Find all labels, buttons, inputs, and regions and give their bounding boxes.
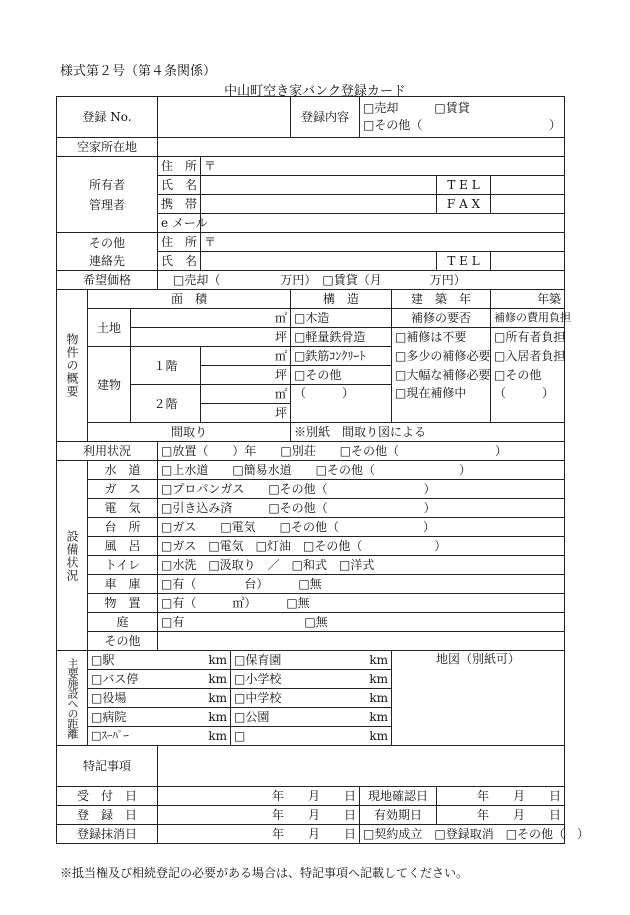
- facility-label: 水 道: [88, 461, 158, 480]
- distance-right-unit: km: [360, 689, 392, 708]
- cost-1[interactable]: □所有者負担: [491, 328, 565, 347]
- owner-address-field[interactable]: [201, 157, 565, 176]
- owner-fax-field[interactable]: [491, 195, 565, 214]
- distance-left-unit: km: [158, 708, 231, 727]
- floor1-m2[interactable]: ㎡: [201, 347, 291, 366]
- facility-label: 台 所: [88, 518, 158, 537]
- usage-vacant[interactable]: □放置（ ）年: [161, 444, 257, 458]
- distance-left-unit: km: [158, 651, 231, 670]
- repair-1[interactable]: □補修は不要: [392, 328, 491, 347]
- map-area[interactable]: [392, 651, 565, 746]
- contact-name-label: 氏 名: [158, 252, 201, 271]
- facility-label: 車 庫: [88, 575, 158, 594]
- distance-right-item[interactable]: □: [231, 727, 360, 746]
- facilities-section-label: 設備状況: [57, 461, 88, 651]
- owner-tel-field[interactable]: [491, 176, 565, 195]
- option-rent[interactable]: □賃貸: [434, 101, 470, 115]
- facility-label: 庭: [88, 613, 158, 632]
- distance-right-item[interactable]: □保育園: [231, 651, 360, 670]
- cancelled-date-label: 登録抹消日: [57, 825, 158, 844]
- structure-5[interactable]: （ ）: [291, 385, 392, 423]
- facility-value[interactable]: □ガス □電気 □その他（ ）: [158, 518, 565, 537]
- owner-fax-label: F A X: [437, 195, 491, 214]
- structure-2[interactable]: □軽量鉄骨造: [291, 328, 392, 347]
- remarks-label: 特記事項: [57, 746, 158, 787]
- facility-label: その他: [88, 632, 158, 651]
- remarks-field[interactable]: [158, 746, 565, 787]
- facility-value[interactable]: [158, 632, 565, 651]
- area-header: 面 積: [88, 290, 291, 309]
- option-other[interactable]: □その他（: [363, 118, 423, 132]
- facility-value[interactable]: □プロパンガス □その他（ ）: [158, 480, 565, 499]
- land-label: 土地: [88, 309, 131, 347]
- received-date-field[interactable]: 年 月 日: [158, 787, 360, 806]
- registration-no-field[interactable]: [158, 97, 291, 138]
- cost-4[interactable]: （ ）: [491, 385, 565, 423]
- owner-email-label: e メール: [158, 214, 201, 233]
- distance-left-item[interactable]: □ｽｰﾊﾟｰ: [88, 727, 158, 746]
- property-section-label: 物件の概要: [57, 290, 88, 442]
- registered-date-label: 登 録 日: [57, 806, 158, 825]
- owner-address-label: 住 所: [158, 157, 201, 176]
- floor1-label: １階: [131, 347, 201, 385]
- cancelled-date-field[interactable]: 年 月 日: [158, 825, 360, 844]
- facility-label: ガ ス: [88, 480, 158, 499]
- distance-left-item[interactable]: □役場: [88, 689, 158, 708]
- form-title: 中山町空き家バンク登録カード: [224, 84, 406, 99]
- floorplan-label: 間取り: [88, 423, 291, 442]
- registration-content-options[interactable]: [360, 97, 565, 138]
- facility-value[interactable]: □水洗 □汲取り ／ □和式 □洋式: [158, 556, 565, 575]
- form-number: 様式第２号（第４条関係）: [60, 64, 217, 79]
- price-sale[interactable]: □売却（ 万円）: [173, 273, 311, 287]
- other-contact-label: その他 連絡先: [57, 233, 158, 271]
- contact-address-field[interactable]: [201, 233, 565, 252]
- usage-label: 利用状況: [57, 442, 158, 461]
- facility-label: 電 気: [88, 499, 158, 518]
- distance-right-unit: km: [360, 708, 392, 727]
- price-options[interactable]: [158, 271, 565, 290]
- footer-note: ※抵当権及び相続登記の必要がある場合は、特記事項へ記載してください。: [60, 866, 469, 880]
- price-label: 希望価格: [57, 271, 158, 290]
- floor2-tsubo[interactable]: 坪: [201, 404, 291, 423]
- owner-name-field[interactable]: [201, 176, 437, 195]
- owner-label: 所有者 管理者: [57, 157, 158, 233]
- distance-right-unit: km: [360, 651, 392, 670]
- contact-address-label: 住 所: [158, 233, 201, 252]
- facility-value[interactable]: □有 □無: [158, 613, 565, 632]
- repair-3[interactable]: □大幅な補修必要: [392, 366, 491, 385]
- facility-label: 風 呂: [88, 537, 158, 556]
- built-year-suffix: 年築: [491, 290, 565, 309]
- distance-left-unit: km: [158, 727, 231, 746]
- facility-value[interactable]: □ガス □電気 □灯油 □その他（ ）: [158, 537, 565, 556]
- distance-left-item[interactable]: □駅: [88, 651, 158, 670]
- built-year-header: 建 築 年: [392, 290, 491, 309]
- floor2-label: ２階: [131, 385, 201, 423]
- cost-header: 補修の費用負担: [491, 309, 565, 328]
- repair-header: 補修の要否: [392, 309, 491, 328]
- cancel-reasons[interactable]: □契約成立 □登録取消 □その他（ ）: [360, 825, 565, 844]
- usage-other[interactable]: □その他（ ）: [339, 444, 508, 458]
- expiry-field[interactable]: 年 月 日: [437, 806, 565, 825]
- distance-right-item[interactable]: □公園: [231, 708, 360, 727]
- repair-4[interactable]: □現在補修中: [392, 385, 491, 423]
- facility-value[interactable]: □上水道 □簡易水道 □その他（ ）: [158, 461, 565, 480]
- registered-date-field[interactable]: 年 月 日: [158, 806, 360, 825]
- contact-name-field[interactable]: [201, 252, 437, 271]
- floor1-tsubo[interactable]: 坪: [201, 366, 291, 385]
- registration-no-label: 登録 No.: [57, 97, 158, 138]
- usage-villa[interactable]: □別荘: [280, 444, 316, 458]
- owner-mobile-field[interactable]: [201, 195, 437, 214]
- owner-mobile-label: 携 帯: [158, 195, 201, 214]
- distance-right-unit: km: [360, 727, 392, 746]
- facility-label: 物 置: [88, 594, 158, 613]
- structure-4[interactable]: □その他: [291, 366, 392, 385]
- distance-left-item[interactable]: □バス停: [88, 670, 158, 689]
- facility-label: トイレ: [88, 556, 158, 575]
- owner-tel-label: T E L: [437, 176, 491, 195]
- registration-form-table: [56, 96, 590, 844]
- facility-value[interactable]: □引き込み済 □その他（ ）: [158, 499, 565, 518]
- contact-tel-field[interactable]: [491, 252, 565, 271]
- floorplan-note: ※別紙 間取り図による: [291, 423, 565, 442]
- cost-2[interactable]: □入居者負担: [491, 347, 565, 366]
- map-label: 地図（別紙可）: [436, 652, 521, 666]
- owner-name-label: 氏 名: [158, 176, 201, 195]
- contact-tel-label: T E L: [437, 252, 491, 271]
- distance-right-unit: km: [360, 670, 392, 689]
- price-rent[interactable]: □賃貸（月 万円）: [322, 273, 466, 287]
- registration-content-label: 登録内容: [291, 97, 360, 138]
- structure-1[interactable]: □木造: [291, 309, 392, 328]
- distance-left-item[interactable]: □病院: [88, 708, 158, 727]
- expiry-label: 有効期日: [360, 806, 437, 825]
- land-tsubo[interactable]: 坪: [131, 328, 291, 347]
- owner-email-field[interactable]: [201, 214, 565, 233]
- distances-section-label: 主要施設への距離: [57, 651, 88, 746]
- cost-3[interactable]: □その他: [491, 366, 565, 385]
- floor2-m2[interactable]: ㎡: [201, 385, 291, 404]
- received-date-label: 受 付 日: [57, 787, 158, 806]
- usage-options[interactable]: [158, 442, 565, 461]
- distance-right-item[interactable]: □中学校: [231, 689, 360, 708]
- site-check-label: 現地確認日: [360, 787, 437, 806]
- location-field[interactable]: [158, 138, 565, 157]
- postal-mark: 〒: [204, 235, 217, 249]
- facility-value[interactable]: □有（ ㎡） □無: [158, 594, 565, 613]
- building-label: 建物: [88, 347, 131, 423]
- structure-header: 構 造: [291, 290, 392, 309]
- structure-3[interactable]: □鉄筋ｺﾝｸﾘｰﾄ: [291, 347, 392, 366]
- facility-value[interactable]: □有（ 台） □無: [158, 575, 565, 594]
- distance-left-unit: km: [158, 670, 231, 689]
- distance-right-item[interactable]: □小学校: [231, 670, 360, 689]
- postal-mark: 〒: [204, 159, 217, 173]
- option-other-close: ）: [549, 118, 562, 132]
- distance-left-unit: km: [158, 689, 231, 708]
- option-sale[interactable]: □売却: [363, 101, 399, 115]
- location-label: 空家所在地: [57, 138, 158, 157]
- site-check-field[interactable]: 年 月 日: [437, 787, 565, 806]
- repair-2[interactable]: □多少の補修必要: [392, 347, 491, 366]
- land-m2[interactable]: ㎡: [131, 309, 291, 328]
